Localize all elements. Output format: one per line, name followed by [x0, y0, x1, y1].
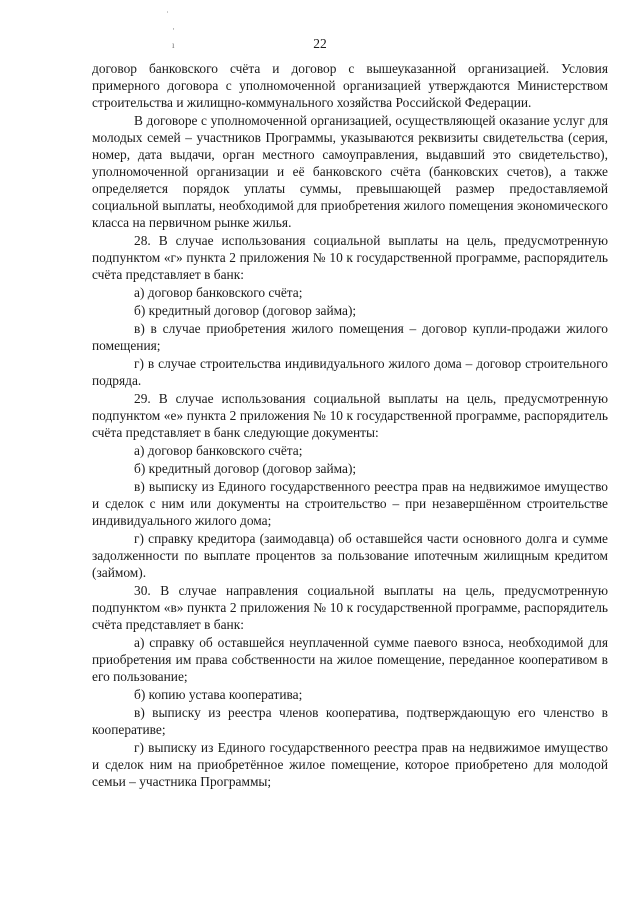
paragraph-p08: 29. В случае использования социальной выплаты на цель, предусмотренную подпунктом «е» пункта 2 приложения № 10 к государственной программе, распорядитель счёта представляет в банк следующие документы:	[92, 391, 608, 440]
page-number: 22	[313, 36, 327, 51]
paragraph-p12: г) справку кредитора (заимодавца) об оставшейся части основного долга и сумме задолженности по выплате процентов за пользование ипотечным жилищным кредитом (займом).	[92, 531, 608, 580]
scan-speck: ·	[172, 24, 175, 34]
paragraph-p14: а) справку об оставшейся неуплаченной сумме паевого взноса, необходимой для приобретения им права собственности на жилое помещение, переданное кооперативом в его пользование;	[92, 635, 608, 684]
paragraph-p09: а) договор банковского счёта;	[134, 443, 303, 458]
paragraph-p02: В договоре с уполномоченной организацией, осуществляющей оказание услуг для молодых семей – участников Программы, указываются реквизиты свидетельства (серия, номер, дата выдачи, орган местного самоуправления, выдавший это свидетельство), уполномоченной организации и её банковского счёта (банковских счетов), а также определяется порядок уплаты суммы, превышающей размер предоставляемой социальной выплаты, необходимой для приобретения жилого помещения экономического класса на первичном рынке жилья.	[92, 113, 608, 230]
paragraph-p06: в) в случае приобретения жилого помещения – договор купли-продажи жилого помещения;	[92, 321, 608, 353]
scan-speck: ˙	[166, 10, 169, 20]
paragraph-p15: б) копию устава кооператива;	[134, 687, 303, 702]
paragraph-p16: в) выписку из реестра членов кооператива, подтверждающую его членство в кооперативе;	[92, 705, 608, 737]
paragraph-p11: в) выписку из Единого государственного реестра прав на недвижимое имущество и сделок с ним или документы на строительство – при незавершённом строительстве индивидуального жилого дома;	[92, 479, 608, 528]
paragraph-p07: г) в случае строительства индивидуального жилого дома – договор строительного подряда.	[92, 356, 608, 388]
paragraph-p03: 28. В случае использования социальной выплаты на цель, предусмотренную подпунктом «г» пункта 2 приложения № 10 к государственной программе, распорядитель счёта представляет в банк:	[92, 233, 608, 282]
paragraph-p05: б) кредитный договор (договор займа);	[134, 303, 357, 318]
paragraph-p13: 30. В случае направления социальной выплаты на цель, предусмотренную подпунктом «в» пункта 2 приложения № 10 к государственной программе, распорядитель счёта представляет в банк:	[92, 583, 608, 632]
paragraph-p01: договор банковского счёта и договор с вышеуказанной организацией. Условия примерного договора с уполномоченной организацией утверждаются Министерством строительства и жилищно-коммунального хозяйства Российской Федерации.	[92, 61, 608, 110]
paragraph-p04: а) договор банковского счёта;	[134, 285, 303, 300]
scan-speck: ı	[172, 40, 175, 50]
document-body	[92, 60, 608, 790]
paragraph-p17: г) выписку из Единого государственного реестра прав на недвижимое имущество и сделок ним на приобретённое жилое помещение, которое приобретено для молодой семьи – участника Программы;	[92, 740, 608, 789]
paragraph-p10: б) кредитный договор (договор займа);	[134, 461, 357, 476]
